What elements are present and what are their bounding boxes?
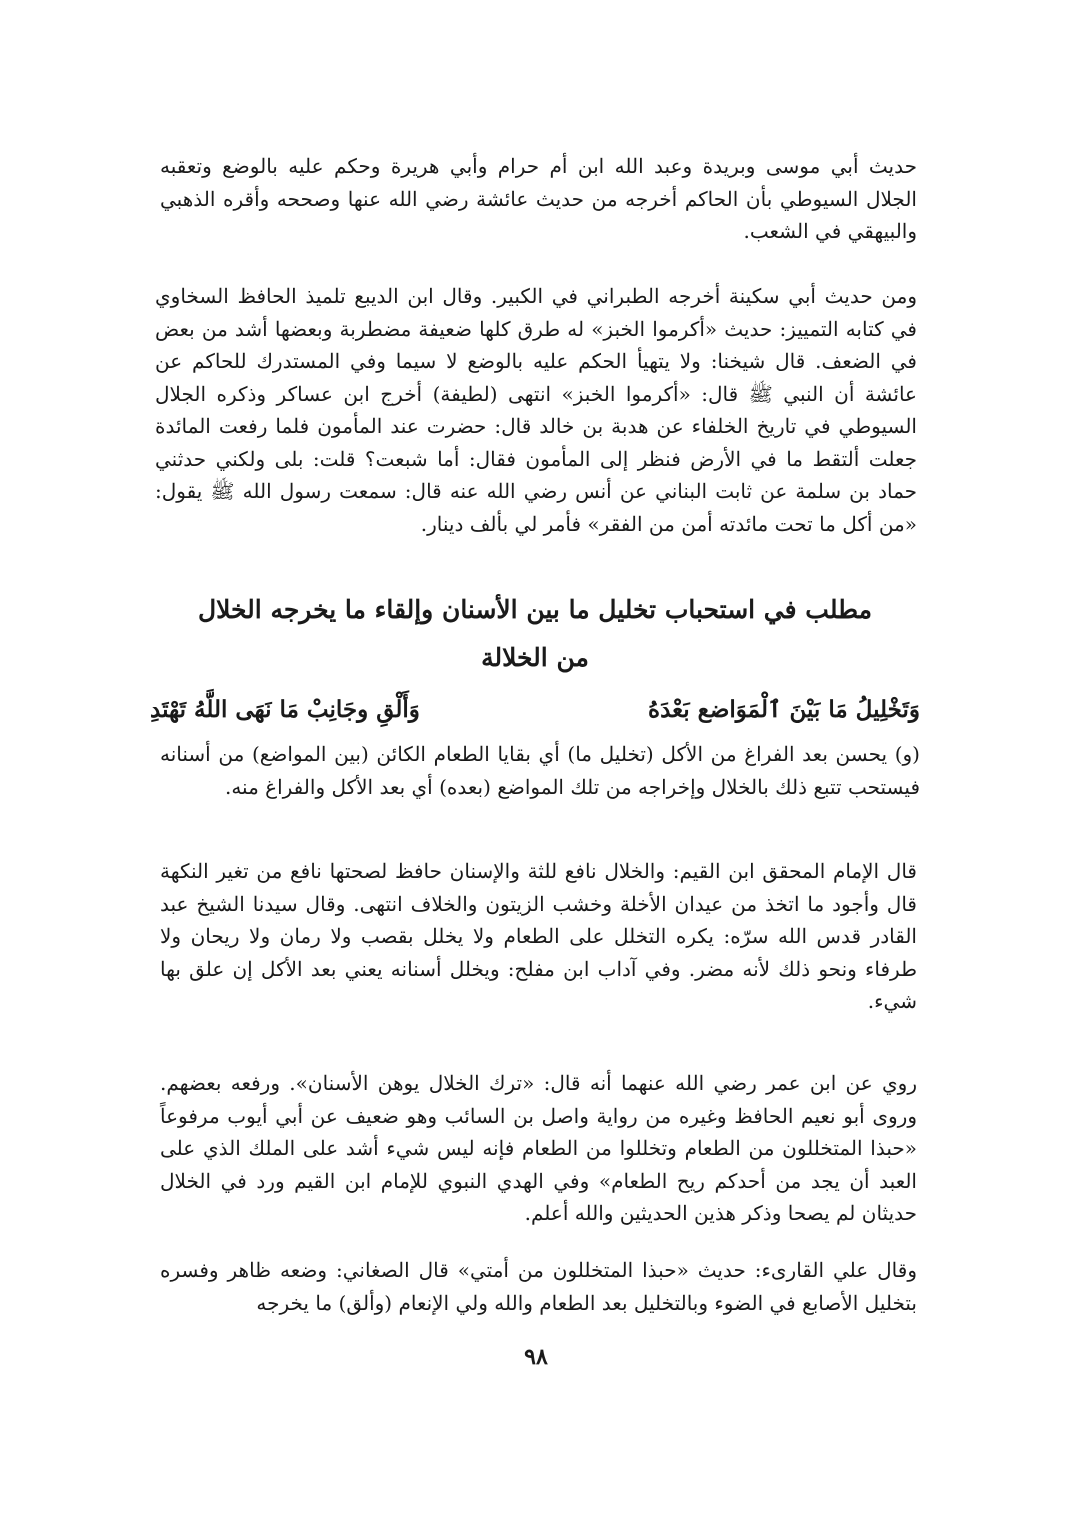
paragraph-hadith-continuation: حديث أبي موسى وبريدة وعبد الله ابن أم حرام وأبي هريرة وحكم عليه بالوضع وتعقبه الجلال السيوطي بأن الحاكم أخرجه من حديث عائشة رضي الله عنها وصححه وأقره الذهبي والبيهقي في الشعب. (160, 154, 917, 243)
paragraph-ibn-qayyim: قال الإمام المحقق ابن القيم: والخلال نافع للثة والإسنان حافظ لصحتها نافع من تغير النكهة قال وأجود ما اتخذ من عيدان الأخلة وخشب الزيتون والخلاف انتهى. وقال سيدنا الشيخ عبد القادر قدس الله سرّه: يكره التخلل على الطعام ولا يخلل بقصب ولا رمان ولا ريحان ولا طرفاء ونحو ذلك لأنه مضر. وفي آداب ابن مفلح: ويخلل أسنانه يعني بعد الأكل إن علق بها شيء. (160, 859, 917, 1013)
poem-verse (150, 688, 920, 732)
section-heading-continuation: من الخلالة (481, 643, 589, 672)
verse-second-hemistich: وَأَلْقِ وجَانِبْ مَا نَهَى اللَّهُ تَهْتَدِ (150, 696, 420, 723)
paragraph-commentary: (و) يحسن بعد الفراغ من الأكل (تخليل ما) أي بقايا الطعام الكائن (بين المواضع) من أسنانه فيستحب تتبع ذلك بالخلال وإخراجه من تلك المواضع (بعده) أي بعد الأكل والفراغ منه. (160, 742, 920, 799)
verse-first-hemistich: وَتَخْلِيلُ مَا بَيْنَ ٱلْمَوَاضع بَعْدَهُ (648, 696, 920, 723)
section-heading: مطلب في استحباب تخليل ما بين الأسنان وإلقاء ما يخرجه الخلال (197, 595, 873, 624)
paragraph-ali-qari: وقال علي القارىء: حديث «حبذا المتخللون من أمتي» قال الصغاني: وضعه ظاهر وفسره بتخليل الأصابع في الضوء وبالتخليل بعد الطعام والله ولي الإنعام (وألق) ما يخرجه (160, 1258, 917, 1315)
paragraph-ibn-umar: روي عن ابن عمر رضي الله عنهما أنه قال: «ترك الخلال يوهن الأسنان». ورفعه بعضهم. وروى أبو نعيم الحافظ وغيره من رواية واصل بن السائب وهو ضعيف عن أبي أيوب مرفوعاً «حبذا المتخللون من الطعام وتخللوا من الطعام فإنه ليس شيء أشد على الملك الذي على العبد أن يجد من أحدكم ريح الطعام» وفي الهدي النبوي للإمام ابن القيم ورد في الخلال حديثان لم يصحا وذكر هذين الحديثين والله أعلم. (160, 1071, 917, 1225)
paragraph-bread-hadith: ومن حديث أبي سكينة أخرجه الطبراني في الكبير. وقال ابن الديبع تلميذ الحافظ السخاوي في كتابه التمييز: حديث «أكرموا الخبز» له طرق كلها ضعيفة مضطربة وبعضها أشد من بعض في الضعف. قال شيخنا: ولا يتهيأ الحكم عليه بالوضع لا سيما وفي المستدرك للحاكم عن عائشة أن النبي ﷺ قال: «أكرموا الخبز» انتهى (لطيفة) أخرج ابن عساكر وذكره الجلال السيوطي في تاريخ الخلفاء عن هدبة بن خالد قال: حضرت عند المأمون فلما رفعت المائدة جعلت ألتقط ما في الأرض فنظر إلى المأمون فقال: أما شبعت؟ قلت: بلى ولكني حدثني حماد بن سلمة عن ثابت البناني عن أنس رضي الله عنه قال: سمعت رسول الله ﷺ يقول: «من أكل ما تحت مائدته أمن من الفقر» فأمر لي بألف دينار. (155, 284, 917, 536)
page-number: ٩٨ (524, 1344, 548, 1370)
